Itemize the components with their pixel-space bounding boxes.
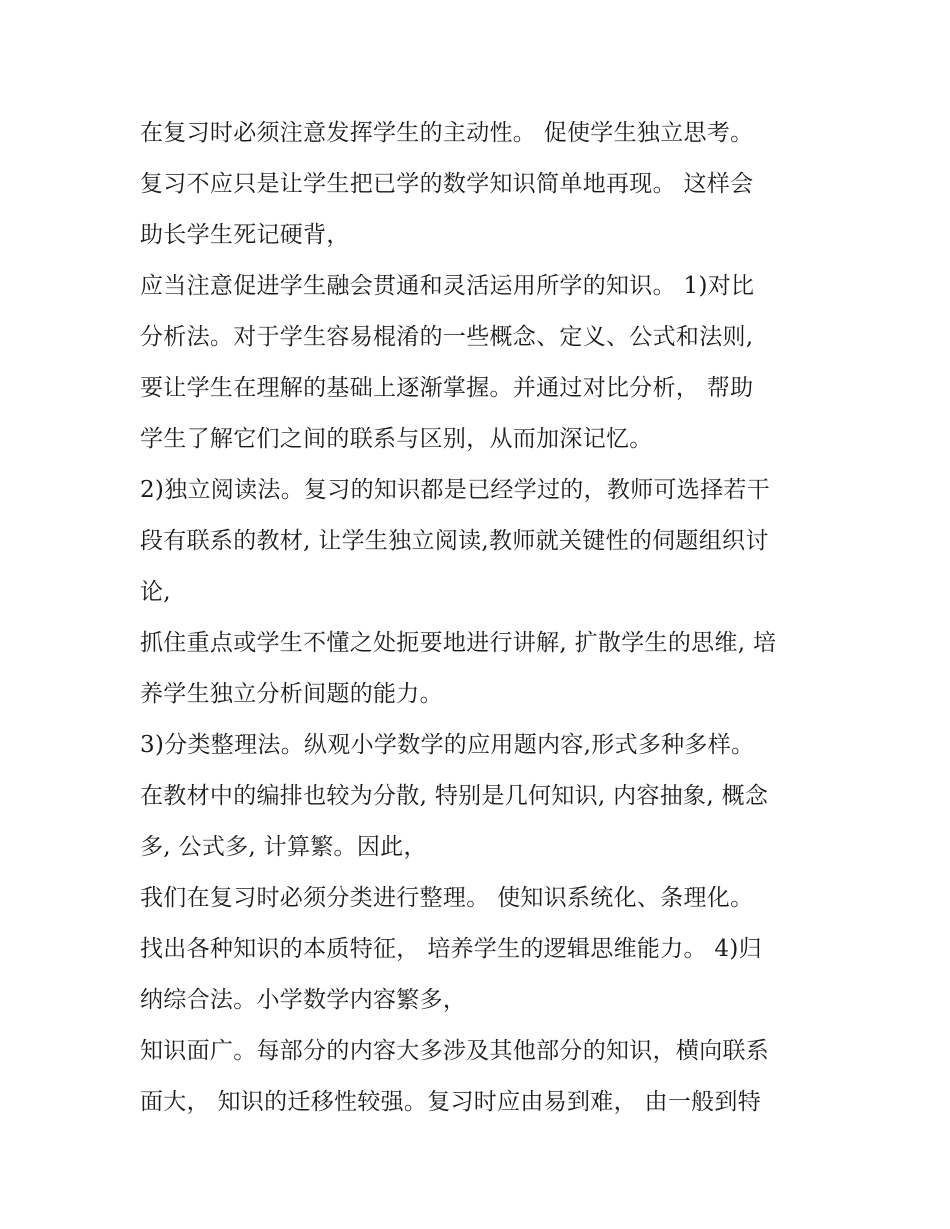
text-line: 论, [140,579,171,605]
text-line: 复习不应只是让学生把已学的数学知识简单地再现。 这样会 [140,171,754,197]
text-line: 面大， 知识的迁移性较强。复习时应由易到难， 由一般到特 [140,1089,762,1115]
document-body [140,108,840,1128]
text-line: 学生了解它们之间的联系与区别，从而加深记忆。 [140,426,653,452]
text-line: 助长学生死记硬背， [140,222,350,248]
text-line: 我们在复习时必须分类进行整理。 使知识系统化、条理化。 [140,885,754,911]
text-line: 养学生独立分析间题的能力。 [140,681,443,707]
text-line: 应当注意促进学生融会贯通和灵活运用所学的知识。 1)对比 [140,273,755,299]
text-line: 纳综合法。小学数学内容繁多， [140,987,467,1013]
text-line: 在教材中的编排也较为分散, 特别是几何知识, 内容抽象, 概念 [140,783,769,809]
text-line: 找出各种知识的本质特征， 培养学生的逻辑思维能力。 4)归 [140,936,762,962]
text-line: 2)独立阅读法。复习的知识都是已经学过的，教师可选择若干 [140,477,771,503]
text-line: 分析法。对于学生容易棍淆的一些概念、定义、公式和法则, [140,324,754,350]
text-line: 知识面广。每部分的内容大多涉及其他部分的知识，横向联系 [140,1038,770,1064]
text-line: 3)分类整理法。纵观小学数学的应用题内容,形式多种多样。 [140,732,755,758]
text-line: 抓住重点或学生不懂之处扼要地进行讲解, 扩散学生的思维, 培 [140,630,777,656]
text-line: 段有联系的教材, 让学生独立阅读,教师就关键性的伺题组织讨 [140,528,769,554]
text-line: 在复习时必须注意发挥学生的主动性。 促使学生独立思考。 [140,120,754,146]
text-line: 多, 公式多, 计算繁。因此， [140,834,427,860]
text-line: 要让学生在理解的基础上逐渐掌握。并通过对比分析， 帮助 [140,375,754,401]
